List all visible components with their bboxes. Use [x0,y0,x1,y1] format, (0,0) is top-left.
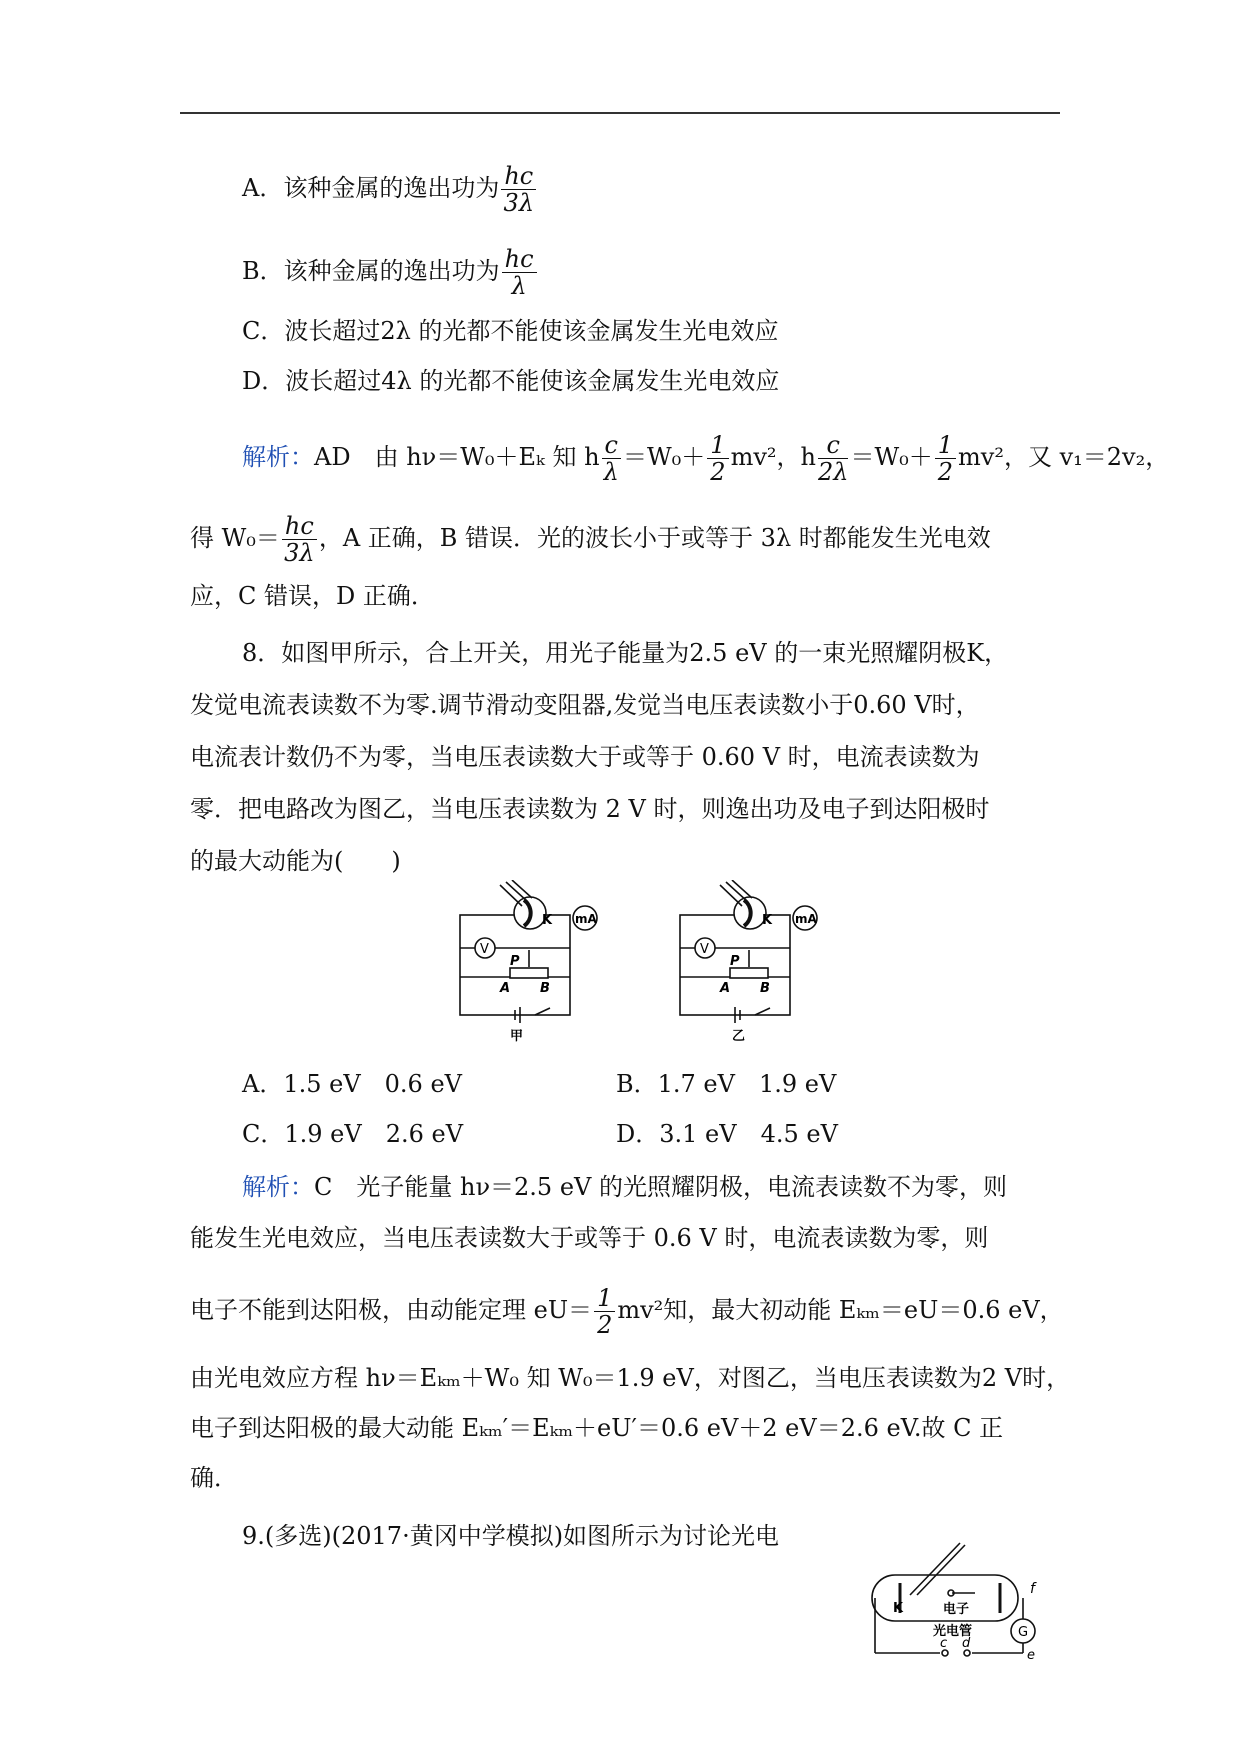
header-rule [180,112,1060,114]
q7-analysis-line2: 得 W₀＝ $\frac{hc}{3\lambda}$ ，A 正确，B 错误．光的波长小于或等于 3λ 时都能发生光电效 [190,512,991,567]
q8-stem-line: 8．如图甲所示，合上开关，用光子能量为2.5 eV 的一束光照耀阴极K， [242,639,1009,667]
q8-stem-line: 发觉电流表读数不为零.调节滑动变阻器,发觉当电压表读数小于0.60 V时， [190,691,980,719]
q9-phototube-figure [855,1535,1075,1665]
terminal-f-label: f [1030,1581,1035,1597]
milliammeter-label: mA [575,912,597,926]
fraction: $\frac{hc}{\lambda}$ [502,246,537,299]
phototube-label: 光电管 [933,1624,973,1639]
q8-analysis-line1: 解析：C 光子能量 hν＝2.5 eV 的光照耀阴极，电流表读数不为零，则 [242,1173,1007,1201]
analysis-label: 解析： [242,443,314,471]
q8-analysis-line3: 电子不能到达阳极，由动能定理 eU＝ $\frac{1}{2}$ mv²知，最大初动能 Eₖₘ＝eU＝0.6 eV， [190,1284,1064,1339]
q7-option-d: D．波长超过4λ 的光都不能使该金属发生光电效应 [242,367,780,395]
slider-label: P [510,954,520,969]
q8-option-c: C．1.9 eV 2.6 eV [242,1120,464,1148]
cathode-label: K [762,913,773,928]
q8-circuit-figures [440,880,840,1055]
terminal-a-label: A [720,981,731,996]
q7-option-c: C．波长超过2λ 的光都不能使该金属发生光电效应 [242,317,779,345]
terminal-c-label: c [940,1636,948,1651]
q7-analysis-line3: 应，C 错误，D 正确． [190,582,435,610]
q8-option-b: B．1.7 eV 1.9 eV [616,1070,837,1098]
q8-analysis-line4: 由光电效应方程 hν＝Eₖₘ＋W₀ 知 W₀＝1.9 eV，对图乙，当电压表读数为2 V时， [190,1364,1071,1392]
q8-option-a: A．1.5 eV 0.6 eV [242,1070,462,1098]
q8-option-d: D．3.1 eV 4.5 eV [616,1120,838,1148]
terminal-e-label: e [1027,1648,1035,1663]
galvanometer-label: G [1018,1625,1029,1640]
figure-yi-caption: 乙 [732,1029,746,1044]
milliammeter-label: mA [795,912,817,926]
q9-stem: 9.(多选)(2017·黄冈中学模拟)如图所示为讨论光电 [242,1522,780,1550]
analysis-label: 解析： [242,1173,314,1201]
q8-stem-line: 的最大动能为( ) [190,847,401,875]
q7-option-a: A．该种金属的逸出功为 $\frac{hc}{3\lambda}$ [242,163,538,216]
q8-analysis-line6: 确． [190,1464,238,1492]
voltmeter-label: V [700,942,709,957]
q7-option-b: B．该种金属的逸出功为 $\frac{hc}{\lambda}$ [242,246,539,299]
electron-label: 电子 [943,1602,970,1617]
q8-stem-line: 零．把电路改为图乙，当电压表读数为 2 V 时，则逸出功及电子到达阳极时 [190,795,990,823]
voltmeter-label: V [480,942,489,957]
slider-label: P [730,954,740,969]
terminal-b-label: B [540,981,550,996]
cathode-label: K [542,913,553,928]
terminal-b-label: B [760,981,770,996]
q8-analysis-line5: 电子到达阳极的最大动能 Eₖₘ′＝Eₖₘ＋eU′＝0.6 eV＋2 eV＝2.6 eV.故 C 正 [190,1414,1004,1442]
fraction: $\frac{hc}{3\lambda}$ [501,163,536,216]
q8-analysis-line2: 能发生光电效应，当电压表读数大于或等于 0.6 V 时，电流表读数为零，则 [190,1224,989,1252]
figure-jia-caption: 甲 [510,1029,524,1044]
terminal-a-label: A [500,981,511,996]
q7-analysis-line1: 解析：AD 由 hν＝W₀＋Eₖ 知 h $\frac{c}{\lambda}$ ＝W₀＋ $\frac{1}{2}$ mv²，h $\frac{c}{2\lambda}$ ＝W₀＋ $\frac{1}{2}$ mv²，又 v₁＝2v₂， [242,431,1170,486]
q8-stem-line: 电流表计数仍不为零，当电压表读数大于或等于 0.60 V 时，电流表读数为 [190,743,980,771]
cathode-label: K [893,1601,904,1616]
terminal-d-label: d [962,1636,971,1651]
